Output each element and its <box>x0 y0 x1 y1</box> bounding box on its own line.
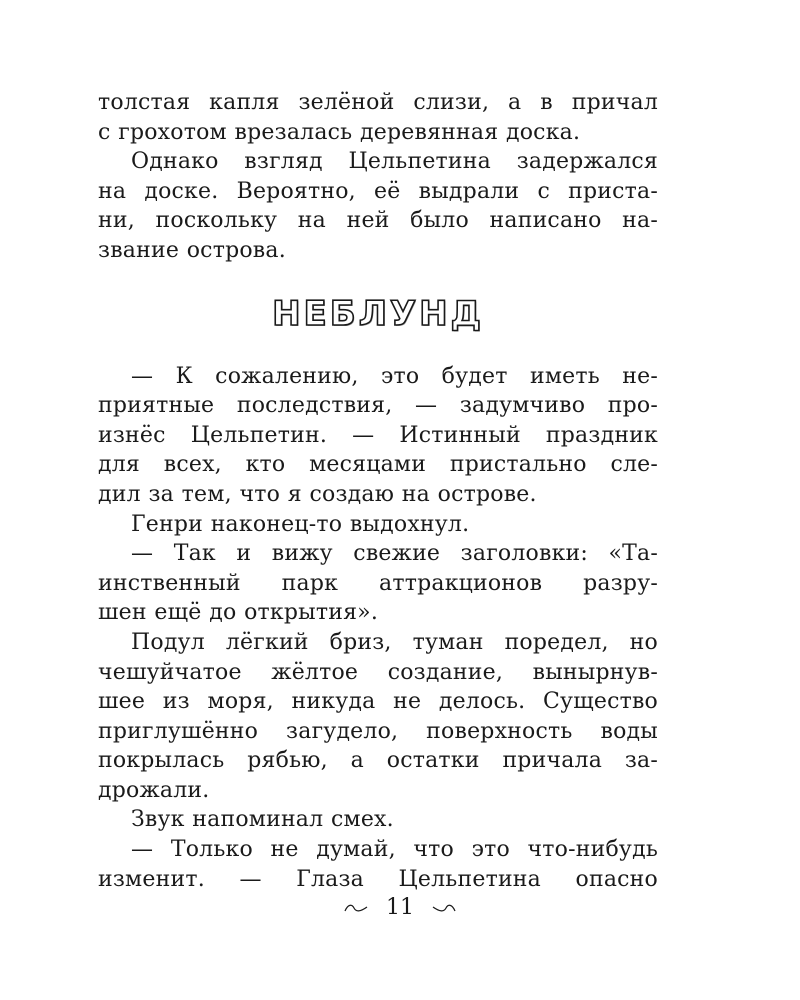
text-line: дил за тем, что я создаю на острове. <box>98 481 537 507</box>
text-line: инственный парк аттракционов разру- <box>98 570 658 596</box>
text-line: изнёс Цельпетин. — Истинный праздник <box>98 422 658 448</box>
sign-text-neblund: НЕБЛУНД <box>272 293 484 334</box>
paragraph <box>98 805 658 835</box>
text-line: для всех, кто месяцами пристально сле- <box>98 452 658 478</box>
swash-right-icon <box>431 902 457 914</box>
text-block-before-sign <box>98 88 658 266</box>
page-body <box>98 88 658 894</box>
text-line: звание острова. <box>98 237 286 263</box>
text-line: покрылась рябью, а остатки причала за- <box>98 748 658 774</box>
text-line: чешуйчатое жёлтое создание, вынырнув- <box>98 659 658 685</box>
text-line: — Так и вижу свежие заголовки: «Та- <box>131 541 658 567</box>
text-line: приятные последствия, — задумчиво про- <box>98 393 658 419</box>
swash-left-icon <box>343 902 369 914</box>
text-line: изменит. — Глаза Цельпетина опасно <box>98 866 658 892</box>
text-line: на доске. Вероятно, её выдрали с приста- <box>98 178 658 204</box>
text-line: — Только не думай, что это что-нибудь <box>131 837 658 863</box>
paragraph <box>98 510 658 540</box>
text-line: Генри наконец-то выдохнул. <box>131 511 470 537</box>
text-line: Однако взгляд Цельпетина задержался <box>131 149 658 175</box>
page-number: 11 <box>386 895 414 920</box>
page-footer <box>0 893 800 923</box>
text-line: толстая капля зелёной слизи, а в причал <box>98 90 658 115</box>
paragraph <box>98 362 658 510</box>
text-line: с грохотом врезалась деревянная доска. <box>98 119 581 145</box>
text-line: приглушённо загудело, поверхность воды <box>98 718 658 744</box>
text-line: дрожали. <box>98 777 210 803</box>
text-line: ни, поскольку на ней было написано на- <box>98 208 658 234</box>
text-line: шее из моря, никуда не делось. Существо <box>98 689 658 715</box>
text-line: Подул лёгкий бриз, туман поредел, но <box>131 629 658 655</box>
paragraph <box>98 539 658 628</box>
text-block-after-sign <box>98 362 658 895</box>
text-line: шен ещё до открытия». <box>98 600 379 626</box>
text-line: — К сожалению, это будет иметь не- <box>131 363 658 389</box>
text-line: Звук напоминал смех. <box>131 807 394 833</box>
paragraph <box>98 835 658 894</box>
paragraph <box>98 88 658 147</box>
paragraph <box>98 628 658 806</box>
paragraph <box>98 147 658 265</box>
